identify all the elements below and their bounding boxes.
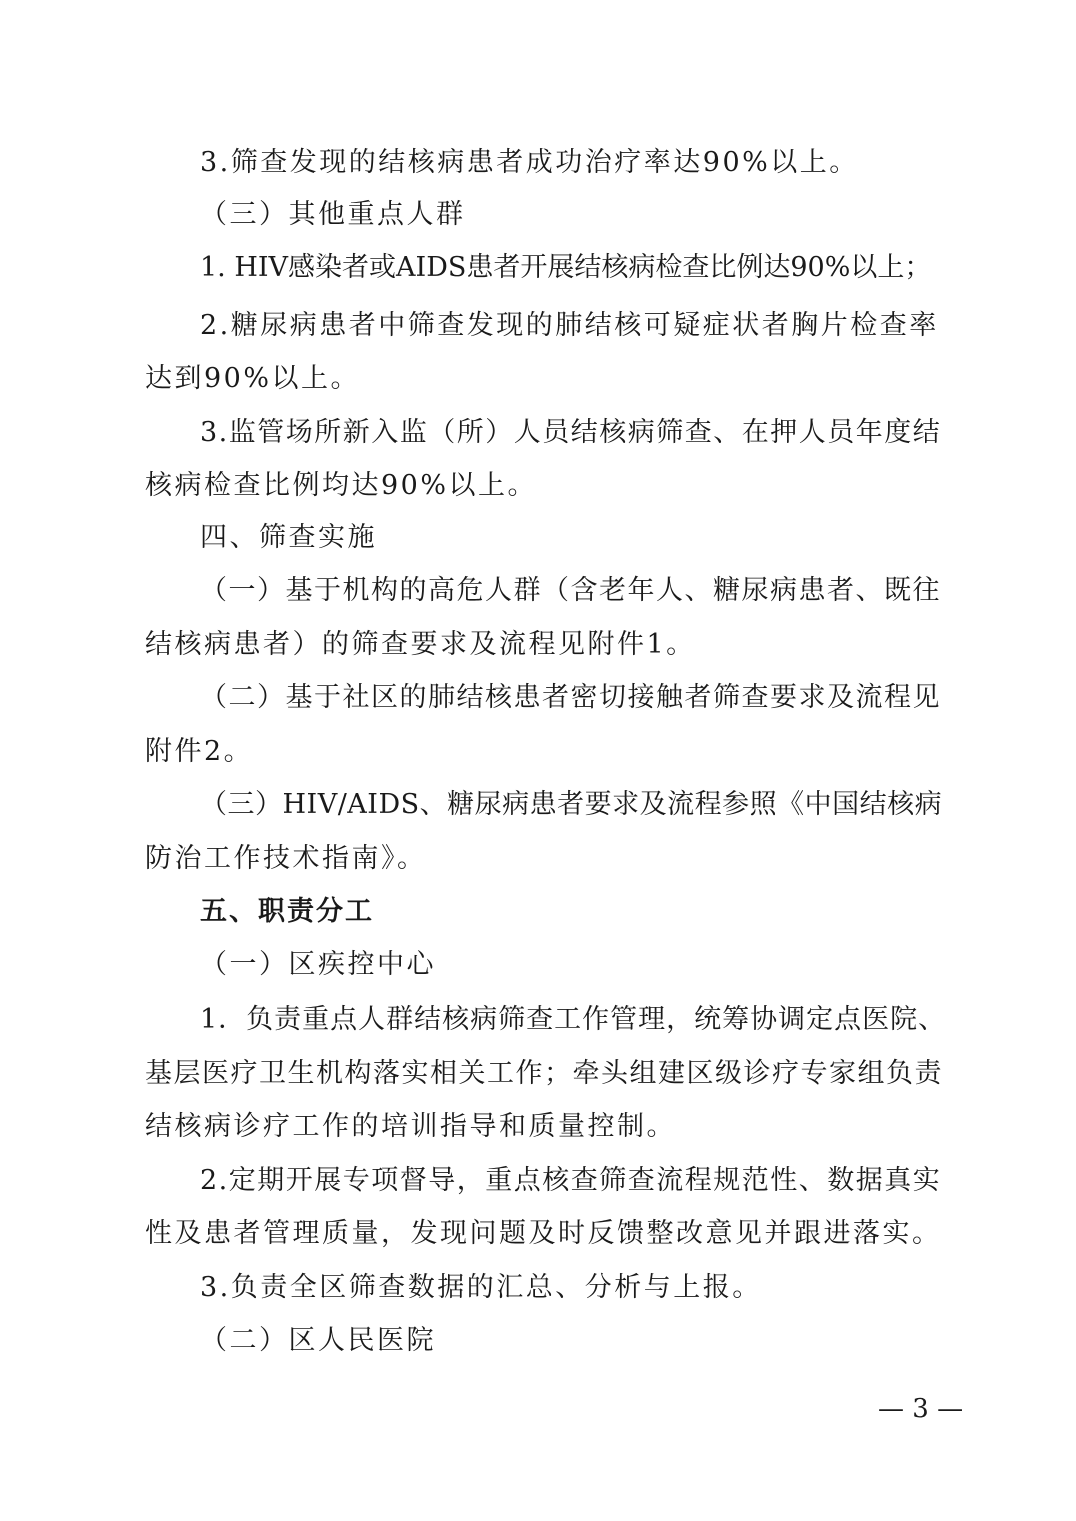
paragraph-line: 3.负责全区筛查数据的汇总、分析与上报。 — [200, 1272, 762, 1303]
paragraph-line: 附件2。 — [145, 736, 254, 767]
paragraph-line: 基层医疗卫生机构落实相关工作；牵头组建区级诊疗专家组负责 — [145, 1058, 943, 1089]
subsection-heading: （三）其他重点人群 — [200, 199, 466, 230]
paragraph-line: （三）HIV/AIDS、糖尿病患者要求及流程参照《中国结核病 — [200, 789, 943, 820]
paragraph-line: 2.糖尿病患者中筛查发现的肺结核可疑症状者胸片检查率 — [200, 310, 939, 341]
paragraph-line: 2.定期开展专项督导，重点核查筛查流程规范性、数据真实 — [200, 1165, 942, 1196]
paragraph-line: 1．负责重点人群结核病筛查工作管理，统筹协调定点医院、 — [200, 1004, 947, 1035]
paragraph-line: 达到90%以上。 — [145, 363, 361, 394]
paragraph-line: 核病检查比例均达90%以上。 — [145, 470, 538, 501]
paragraph-line: 3.监管场所新入监（所）人员结核病筛查、在押人员年度结 — [200, 417, 942, 448]
section-heading: 五、职责分工 — [200, 896, 374, 927]
paragraph-line: 结核病患者）的筛查要求及流程见附件1。 — [145, 629, 696, 660]
section-heading: 四、筛查实施 — [200, 522, 377, 553]
page-number: — 3 — — [878, 1394, 964, 1424]
paragraph-line: 结核病诊疗工作的培训指导和质量控制。 — [145, 1111, 676, 1142]
paragraph-line: 3.筛查发现的结核病患者成功治疗率达90%以上。 — [200, 147, 859, 178]
paragraph-line: 性及患者管理质量，发现问题及时反馈整改意见并跟进落实。 — [145, 1218, 942, 1249]
paragraph-line: （二）基于社区的肺结核患者密切接触者筛查要求及流程见 — [200, 682, 941, 713]
paragraph-line: 防治工作技术指南》。 — [145, 843, 427, 874]
paragraph-line: 1. HIV感染者或AIDS患者开展结核病检查比例达90%以上； — [200, 252, 932, 283]
subsection-heading: （一）区疾控中心 — [200, 949, 436, 980]
subsection-heading: （二）区人民医院 — [200, 1325, 436, 1356]
paragraph-line: （一）基于机构的高危人群（含老年人、糖尿病患者、既往 — [200, 575, 941, 606]
